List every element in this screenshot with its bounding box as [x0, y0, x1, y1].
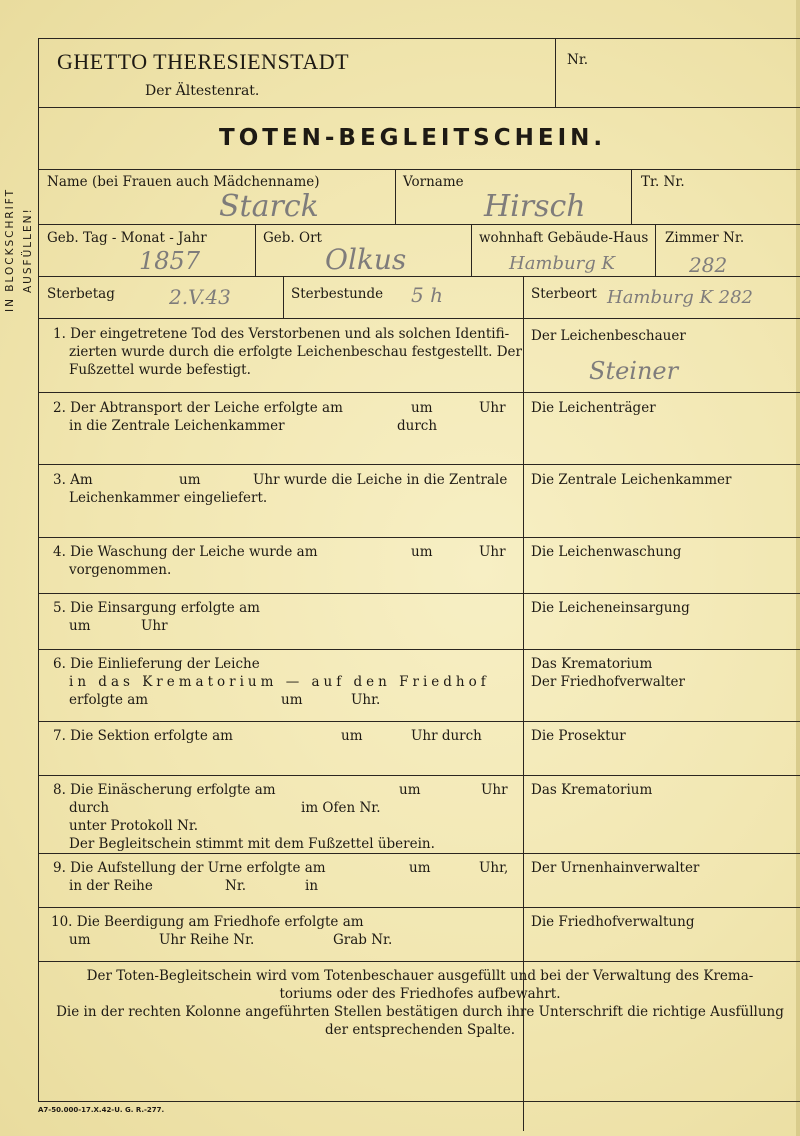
row-2-line-2: in die Zentrale Leichenkammer	[69, 418, 285, 434]
row-5-uhr: Uhr	[141, 618, 168, 634]
zimmer-value: 282	[689, 253, 728, 277]
row-3-line-2: Leichenkammer eingeliefert.	[69, 490, 268, 506]
wohnhaft-value: Hamburg K	[509, 253, 615, 274]
row-2-um: um	[411, 400, 433, 416]
name-value: Starck	[219, 189, 319, 224]
row-5-line-2: um	[69, 618, 91, 634]
sterbeort-label: Sterbeort	[531, 286, 597, 302]
row-6-line-1: 6. Die Einlieferung der Leiche	[53, 656, 260, 672]
row-2-right-label: Die Leichenträger	[531, 400, 656, 416]
vorname-label: Vorname	[403, 174, 464, 190]
row-6-right-label-2: Der Friedhofverwalter	[531, 674, 686, 690]
sterbestunde-value: 5 h	[411, 283, 443, 307]
row-10-line-1: 10. Die Beerdigung am Friedhofe erfolgte am	[51, 914, 364, 930]
geb-ort-label: Geb. Ort	[263, 230, 322, 246]
row-2-uhr: Uhr	[479, 400, 506, 416]
row-6-line-3: erfolgte am	[69, 692, 149, 708]
row-7-uhr-durch: Uhr durch	[411, 728, 482, 744]
footer-line-3: Die in der rechten Kolonne angeführten Stellen bestätigen durch ihre Unterschrift die richtige Ausfüllung	[56, 1004, 784, 1020]
vorname-value: Hirsch	[484, 189, 586, 224]
geb-ort-value: Olkus	[325, 243, 407, 276]
geb-tag-value: 1857	[139, 247, 201, 275]
row-6-right-label-1: Das Krematorium	[531, 656, 653, 672]
row-8-ofen: im Ofen Nr.	[301, 800, 381, 816]
footer-line-2: toriums oder des Friedhofes aufbewahrt.	[279, 986, 561, 1002]
row-1-signature: Steiner	[589, 357, 679, 385]
footer-line-4: der entsprechenden Spalte.	[324, 1022, 515, 1038]
name-label: Name (bei Frauen auch Mädchenname)	[47, 174, 320, 190]
row-6-um: um	[281, 692, 303, 708]
row-4-uhr: Uhr	[479, 544, 506, 560]
row-9-uhr: Uhr,	[479, 860, 509, 876]
row-9-nr: Nr.	[225, 878, 247, 894]
wohnhaft-label: wohnhaft Gebäude-Haus	[479, 230, 649, 246]
row-6-line-2: in das Krematorium — auf den Friedhof	[69, 674, 490, 690]
side-note-ausfuellen: AUSFÜLLEN!	[22, 207, 34, 293]
row-9-line-1: 9. Die Aufstellung der Urne erfolgte am	[53, 860, 326, 876]
row-10-line-2: um	[69, 932, 91, 948]
row-1-line-3: Fußzettel wurde befestigt.	[69, 362, 251, 378]
sterbetag-label: Sterbetag	[47, 286, 115, 302]
row-3-um: um	[179, 472, 201, 488]
footer-note	[39, 967, 800, 1039]
row-2-durch: durch	[397, 418, 438, 434]
row-9-right-label: Der Urnenhainverwalter	[531, 860, 700, 876]
tr-nr-label: Tr. Nr.	[641, 174, 685, 190]
row-7-line-1: 7. Die Sektion erfolgte am	[53, 728, 233, 744]
row-2-line-1: 2. Der Abtransport der Leiche erfolgte am	[53, 400, 343, 416]
row-3-line-1: 3. Am	[53, 472, 93, 488]
sterbeort-value: Hamburg K 282	[607, 287, 753, 308]
nr-label: Nr.	[567, 52, 589, 68]
row-6-uhr: Uhr.	[351, 692, 381, 708]
row-8-line-4: Der Begleitschein stimmt mit dem Fußzettel überein.	[69, 836, 435, 852]
row-1-line-1: 1. Der eingetretene Tod des Verstorbenen und als solchen Identifi-	[53, 326, 510, 342]
row-9-um: um	[409, 860, 431, 876]
row-10-grab: Grab Nr.	[333, 932, 393, 948]
row-1-line-2: zierten wurde durch die erfolgte Leichenbeschau festgestellt. Der	[69, 344, 522, 360]
row-10-right-label: Die Friedhofverwaltung	[531, 914, 695, 930]
row-8-right-label: Das Krematorium	[531, 782, 653, 798]
row-4-line-2: vorgenommen.	[69, 562, 172, 578]
row-4-right-label: Die Leichenwaschung	[531, 544, 682, 560]
side-note-blockschrift: IN BLOCKSCHRIFT	[4, 188, 16, 313]
row-9-line-2: in der Reihe	[69, 878, 153, 894]
row-7-right-label: Die Prosektur	[531, 728, 626, 744]
death-certificate-form	[38, 38, 800, 1102]
geb-tag-label: Geb. Tag - Monat - Jahr	[47, 230, 207, 246]
row-3-uhr-text: Uhr wurde die Leiche in die Zentrale	[253, 472, 508, 488]
print-code: A7-50.000-17.X.42-U. G. R.-277.	[38, 1106, 165, 1114]
row-9-in: in	[305, 878, 319, 894]
row-4-um: um	[411, 544, 433, 560]
zimmer-label: Zimmer Nr.	[665, 230, 745, 246]
row-10-uhr-reihe: Uhr Reihe Nr.	[159, 932, 255, 948]
sterbestunde-label: Sterbestunde	[291, 286, 384, 302]
row-8-line-2: durch	[69, 800, 110, 816]
row-8-uhr: Uhr	[481, 782, 508, 798]
council-subtitle: Der Ältestenrat.	[145, 83, 260, 99]
form-title: TOTEN-BEGLEITSCHEIN.	[219, 125, 607, 151]
row-7-um: um	[341, 728, 363, 744]
row-8-um: um	[399, 782, 421, 798]
footer-line-1: Der Toten-Begleitschein wird vom Totenbeschauer ausgefüllt und bei der Verwaltung des Krema-	[86, 968, 754, 984]
row-4-line-1: 4. Die Waschung der Leiche wurde am	[53, 544, 318, 560]
row-3-right-label: Die Zentrale Leichenkammer	[531, 472, 732, 488]
sterbetag-value: 2.V.43	[169, 285, 231, 309]
row-5-line-1: 5. Die Einsargung erfolgte am	[53, 600, 260, 616]
row-8-line-1: 8. Die Einäscherung erfolgte am	[53, 782, 276, 798]
institution-title: GHETTO THERESIENSTADT	[57, 49, 350, 74]
row-5-right-label: Die Leicheneinsargung	[531, 600, 690, 616]
row-1-right-label: Der Leichenbeschauer	[531, 328, 686, 344]
row-8-line-3: unter Protokoll Nr.	[69, 818, 199, 834]
